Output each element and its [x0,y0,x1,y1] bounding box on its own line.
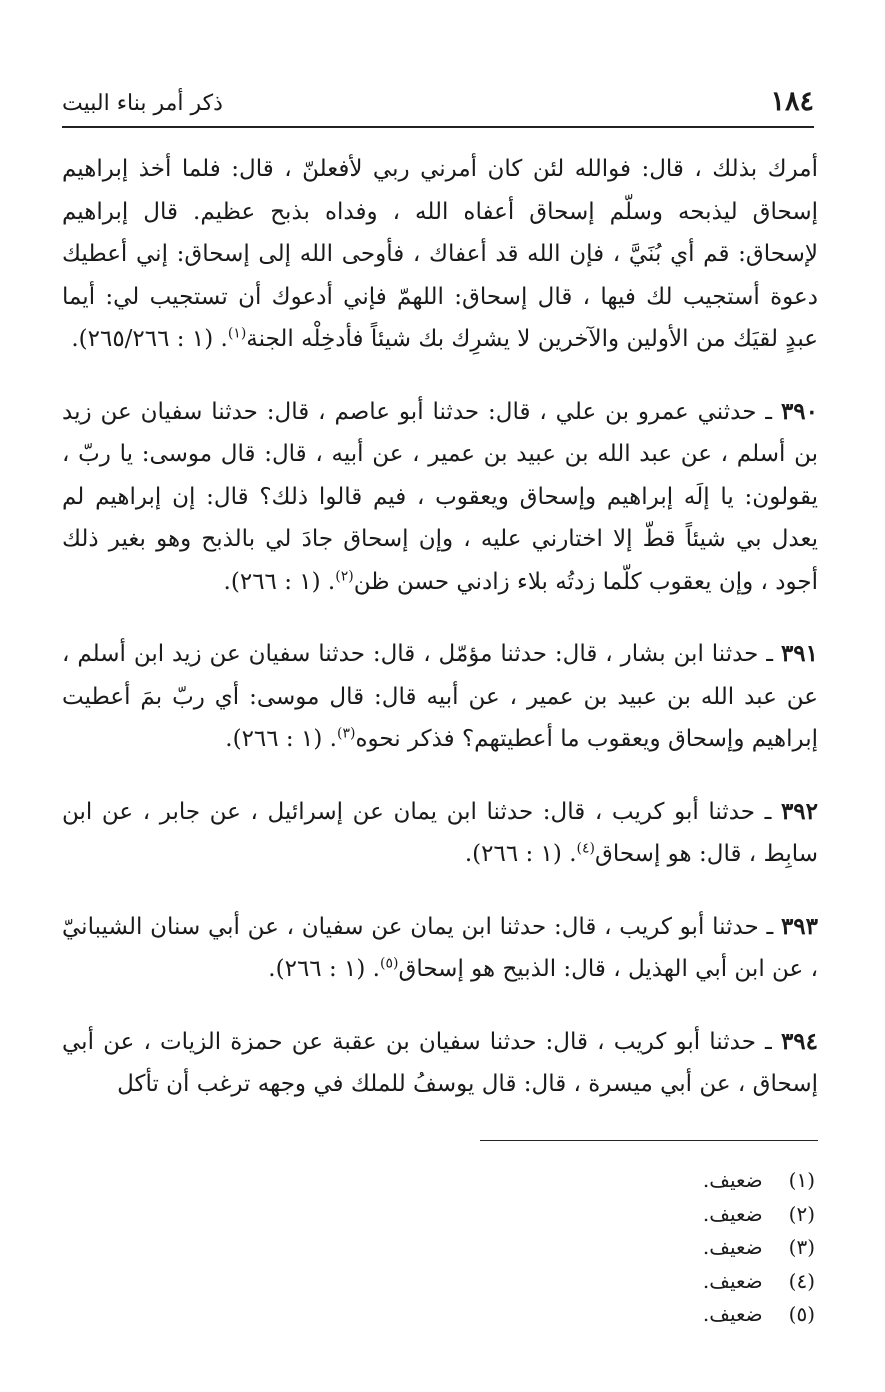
footnote-number: (٢) [788,1201,815,1226]
paragraph-392 [62,791,818,876]
paragraph-text: أمرك بذلك ، قال: فوالله لئن كان أمرني ربي لأفعلنّ ، قال: فلما أخذ إبراهيم إسحاق ليذبحه وسلّم إسحاق أعفاه الله ، وفداه بذبح عظيم. قال إبراهيم لإسحاق: قم أي بُنَيَّ ، فإن الله قد أعفاك ، فأوحى الله إلى إسحاق: إني أعطيك دعوة أستجيب لك فيها ، قال إسحاق: اللهمّ فإني أدعوك أن تستجيب لي: أيما عبدٍ لقيَك من الأولين والآخرين لا يشرِك بك شيئاً فأدخِلْه الجنة [62,156,818,352]
paragraph-citation: . (١ : ٢٦٥/٢٦٦). [71,326,228,352]
footnote-number: (١) [788,1168,815,1192]
paragraph-continuation [62,148,818,361]
page-header [62,82,814,128]
hadith-number: ٣٩٢ [780,797,818,825]
footnote-ref: (٣) [336,725,356,742]
footnote-text: ضعيف. [702,1235,763,1259]
footnote [515,1198,815,1232]
footnote-text: ضعيف. [702,1201,763,1226]
footnote-text: ضعيف. [702,1168,763,1192]
footnote-text: ضعيف. [702,1302,763,1326]
paragraph-text: ـ حدثني عمرو بن علي ، قال: حدثنا أبو عاصم ، قال: حدثنا سفيان عن زيد بن أسلم ، عن عبد الله بن عبيد بن عمير ، عن أبيه ، قال: قال موسى: يا ربّ ، يقولون: يا إلَه إبراهيم وإسحاق ويعقوب ، فيم قالوا ذلك؟ قال: إن إبراهيم لم يعدل بي شيئاً قطّ إلا اختارني عليه ، وإن إسحاق جادَ لي بالذبح وهو بغير ذلك أجود ، وإن يعقوب كلّما زدتُه بلاء زادني حسن ظن [62,398,818,595]
paragraph-text: ـ حدثنا أبو كريب ، قال: حدثنا سفيان بن عقبة عن حمزة الزيات ، عن أبي إسحاق ، عن أبي ميسرة ، قال: قال يوسفُ للملك في وجهه ترغب أن تأكل [62,1028,818,1097]
hadith-number: ٣٩٠ [780,397,819,425]
footnote-number: (٥) [788,1302,815,1326]
paragraph-text: ـ حدثنا ابن بشار ، قال: حدثنا مؤمّل ، قال: حدثنا سفيان عن زيد ابن أسلم ، عن عبد الله بن عبيد بن عمير ، عن أبيه قال: قال موسى: أي ربّ بمَ أعطيت إبراهيم وإسحاق ويعقوب ما أعطيتهم؟ فذكر نحوه [62,641,818,752]
page-number: ١٨٤ [770,86,814,117]
footnote-divider [480,1140,818,1141]
footnote [515,1231,815,1265]
footnote [515,1298,815,1332]
paragraph-text: ـ حدثنا أبو كريب ، قال: حدثنا ابن يمان عن إسرائيل ، عن جابر ، عن ابن سابِط ، قال: هو إسحاق [62,798,818,867]
paragraph-citation: . (١ : ٢٦٦). [223,568,336,595]
footnote [515,1265,815,1299]
footnote-number: (٣) [788,1235,815,1259]
paragraph-393 [62,906,818,991]
footnote-ref: (٤) [576,840,595,857]
paragraph-394 [62,1021,818,1106]
main-text [62,148,818,1106]
paragraph-391 [62,633,818,761]
paragraph-citation: . (١ : ٢٦٦). [268,956,380,982]
footnote-ref: (١) [227,325,247,342]
footnote-text: ضعيف. [702,1268,763,1293]
paragraph-text: ـ حدثنا أبو كريب ، قال: حدثنا ابن يمان عن سفيان ، عن أبي سنان الشيبانيّ ، عن ابن أبي الهذيل ، قال: الذبيح هو إسحاق [62,913,818,982]
footnote-number: (٤) [788,1268,815,1293]
hadith-number: ٣٩٣ [780,912,818,940]
footnote-ref: (٥) [380,955,399,972]
footnote-ref: (٢) [335,567,354,584]
paragraph-citation: . (١ : ٢٦٦). [464,841,577,867]
running-title: ذكر أمر بناء البيت [62,91,223,116]
paragraph-citation: . (١ : ٢٦٦). [225,726,337,752]
footnote [515,1164,815,1198]
footnotes [515,1164,815,1332]
hadith-number: ٣٩٤ [780,1027,818,1055]
paragraph-390 [62,391,818,604]
hadith-number: ٣٩١ [780,640,818,667]
